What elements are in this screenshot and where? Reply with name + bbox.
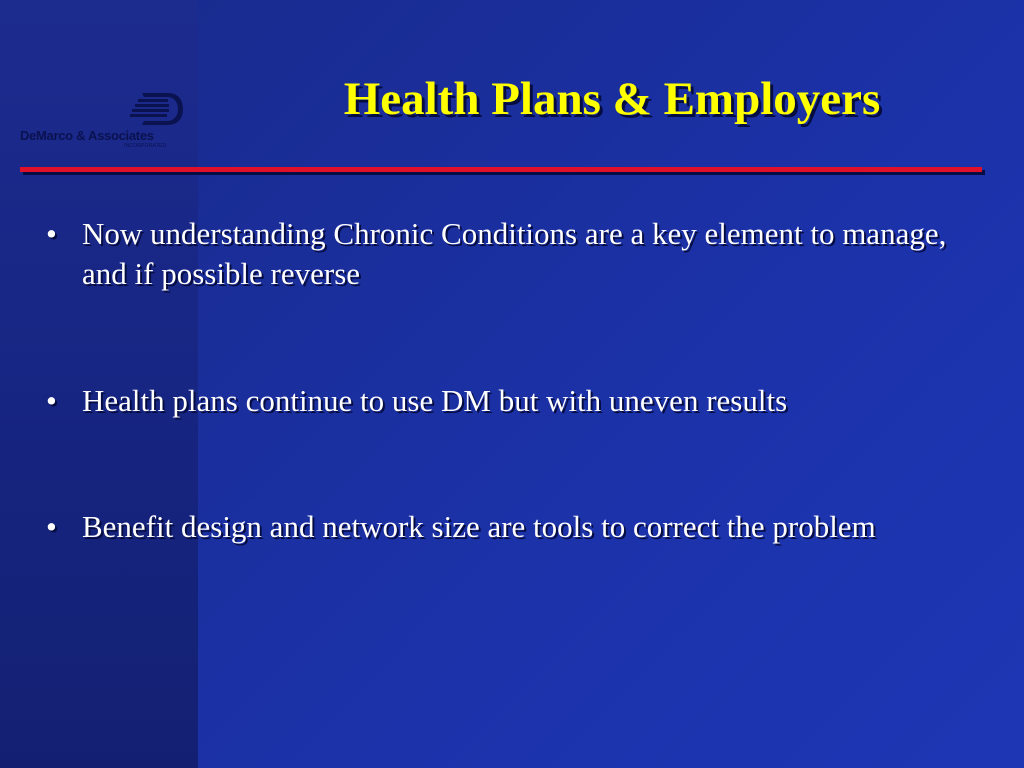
speed-lines-d-icon	[128, 92, 184, 126]
slide-title: Health Plans & Employers	[343, 73, 881, 125]
bullet-text: Health plans continue to use DM but with uneven results	[82, 383, 788, 418]
bullet-marker: •	[46, 383, 57, 418]
bullet-list	[40, 214, 980, 547]
title-divider	[20, 167, 982, 172]
bullet-marker: •	[46, 216, 57, 251]
bullet-item	[40, 214, 980, 294]
bullet-marker: •	[46, 509, 57, 544]
bullet-item	[40, 507, 980, 547]
bullet-item	[40, 381, 980, 421]
bullet-text: Now understanding Chronic Conditions are a key element to manage, and if possible reverse	[82, 216, 947, 291]
bullet-text: Benefit design and network size are tools to correct the problem	[82, 509, 876, 544]
logo-tagline: INCORPORATED	[124, 143, 167, 149]
logo-name: DeMarco & Associates	[20, 128, 154, 143]
company-logo	[20, 92, 185, 154]
